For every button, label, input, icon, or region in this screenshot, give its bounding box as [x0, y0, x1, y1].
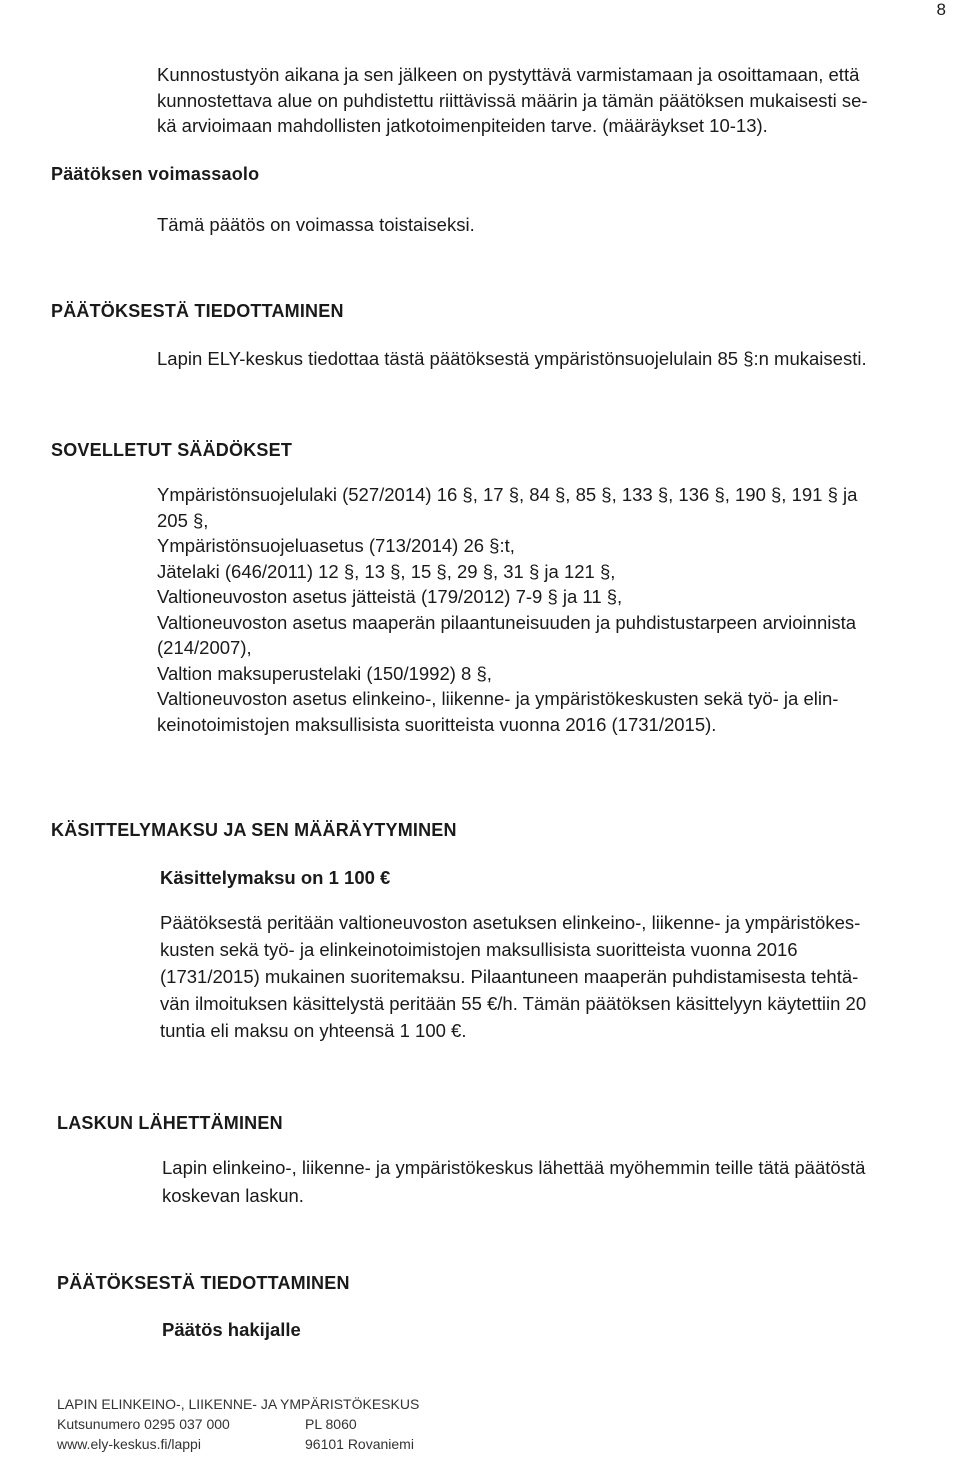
regulation-line: Ympäristönsuojeluasetus (713/2014) 26 §:t, [157, 535, 515, 556]
fee-subheading: Käsittelymaksu on 1 100 € [160, 867, 391, 888]
footer-city: 96101 Rovaniemi [305, 1436, 414, 1452]
regulations-list [157, 482, 947, 737]
notification-heading: PÄÄTÖKSESTÄ TIEDOTTAMINEN [51, 301, 344, 321]
fee-heading: KÄSITTELYMAKSU JA SEN MÄÄRÄYTYMINEN [51, 820, 457, 840]
fee-paragraph [160, 909, 950, 1044]
regulations-heading: SOVELLETUT SÄÄDÖKSET [51, 440, 293, 460]
fee-line: kusten sekä työ- ja elinkeinotoimistojen maksullisista suoritteista vuonna 2016 [160, 939, 798, 960]
decision-notice-subheading: Päätös hakijalle [162, 1319, 301, 1340]
intro-line: kä arvioimaan mahdollisten jatkotoimenpiteiden tarve. (määräykset 10-13). [157, 115, 768, 136]
fee-line: tuntia eli maksu on yhteensä 1 100 €. [160, 1020, 467, 1041]
regulation-line: Jätelaki (646/2011) 12 §, 13 §, 15 §, 29 §, 31 § ja 121 §, [157, 560, 616, 582]
footer-phone: Kutsunumero 0295 037 000 [57, 1416, 230, 1432]
invoice-paragraph [162, 1154, 952, 1210]
fee-line: Päätöksestä peritään valtioneuvoston asetuksen elinkeino-, liikenne- ja ympäristökes- [160, 912, 861, 933]
decision-notice-heading: PÄÄTÖKSESTÄ TIEDOTTAMINEN [57, 1273, 350, 1293]
invoice-line: Lapin elinkeino-, liikenne- ja ympäristökeskus lähettää myöhemmin teille tätä päätöstä [162, 1157, 866, 1178]
footer-org: LAPIN ELINKEINO-, LIIKENNE- JA YMPÄRISTÖKESKUS [57, 1396, 420, 1412]
regulation-line: Valtioneuvoston asetus maaperän pilaantuneisuuden ja puhdistustarpeen arvioinnista [157, 611, 857, 633]
invoice-heading: LASKUN LÄHETTÄMINEN [57, 1113, 283, 1133]
footer-website-link[interactable]: www.ely-keskus.fi/lappi [57, 1436, 201, 1452]
intro-line: kunnostettava alue on puhdistettu riittävissä määrin ja tämän päätöksen mukaisesti se- [157, 89, 868, 111]
page-number: 8 [936, 0, 946, 19]
footer-po-box: PL 8060 [305, 1416, 357, 1432]
regulation-line: keinotoimistojen maksullisista suoritteista vuonna 2016 (1731/2015). [157, 713, 717, 735]
regulation-line: Valtioneuvoston asetus elinkeino-, liikenne- ja ympäristökeskusten sekä työ- ja elin- [157, 688, 839, 709]
fee-line: (1731/2015) mukainen suoritemaksu. Pilaantuneen maaperän puhdistamisesta tehtä- [160, 966, 859, 987]
regulation-line: Valtion maksuperustelaki (150/1992) 8 §, [157, 662, 492, 684]
regulation-line: (214/2007), [157, 637, 252, 658]
regulation-line: Ympäristönsuojelulaki (527/2014) 16 §, 17 §, 84 §, 85 §, 133 §, 136 §, 190 §, 191 § ja [157, 484, 858, 505]
intro-paragraph [157, 62, 947, 139]
validity-heading: Päätöksen voimassaolo [51, 164, 260, 184]
notification-text: Lapin ELY-keskus tiedottaa tästä päätöksestä ympäristönsuojelulain 85 §:n mukaisesti. [157, 348, 867, 369]
invoice-line: koskevan laskun. [162, 1185, 304, 1206]
regulation-line: 205 §, [157, 509, 209, 531]
intro-line: Kunnostustyön aikana ja sen jälkeen on pystyttävä varmistamaan ja osoittamaan, että [157, 64, 860, 85]
validity-text: Tämä päätös on voimassa toistaiseksi. [157, 214, 475, 235]
fee-line: vän ilmoituksen käsittelystä peritään 55 €/h. Tämän päätöksen käsittelyyn käytettiin 20 [160, 993, 867, 1014]
regulation-line: Valtioneuvoston asetus jätteistä (179/2012) 7-9 § ja 11 §, [157, 586, 623, 607]
footer [57, 1395, 937, 1475]
